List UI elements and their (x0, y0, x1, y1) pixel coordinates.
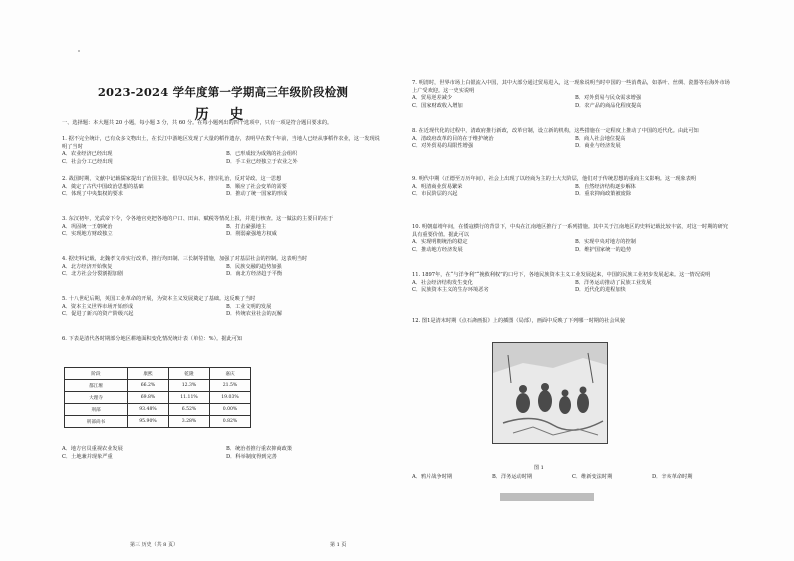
option: A．资本主义世界市场开始形成 (62, 303, 134, 310)
table-cell: 大理寺 (65, 392, 128, 404)
right-column (412, 0, 732, 561)
question-3 (62, 216, 384, 239)
option: A．地方官员重视农业发展 (62, 446, 123, 452)
option: D．辛亥革命时期 (652, 474, 693, 480)
table-cell: 都江堰 (65, 380, 128, 392)
table-cell: 12.3% (169, 380, 210, 392)
option: D．科举制度得到完善 (226, 453, 277, 460)
question-2 (62, 176, 384, 199)
table-row (65, 404, 251, 416)
option: A．明清商业贸易繁荣 (412, 183, 463, 190)
question-options (412, 184, 732, 199)
question-options (412, 95, 732, 110)
redaction-bar (500, 493, 594, 501)
table-cell: 95.90% (128, 416, 169, 428)
question-12 (412, 318, 732, 326)
table-header: 康熙 (128, 368, 169, 380)
option: B．商人社会地位提高 (575, 135, 626, 142)
illustration-image (493, 343, 607, 443)
question-stem: 6. 下表是清代各时期部分地区耕地面积变化情况统计表（单位：%）。据此可知 (62, 336, 243, 342)
option: C．市民阶层的兴起 (412, 191, 458, 198)
footer-right: 第 1 页 (330, 542, 347, 548)
question-options (62, 151, 384, 166)
question-8 (412, 128, 732, 151)
table-cell: 66.2% (128, 380, 169, 392)
table-cell: 93.48% (128, 404, 169, 416)
option: D．农产品的商品化程度提高 (575, 102, 642, 109)
table-header: 阶段 (65, 368, 128, 380)
table-cell: 3.28% (169, 416, 210, 428)
option: B．统治者推行重农抑商政策 (226, 446, 293, 452)
option: C．对外贸易的局限性增强 (412, 143, 474, 150)
option: D．近代化的进程加快 (575, 287, 626, 294)
question-9 (412, 176, 732, 199)
question-11 (412, 272, 732, 295)
table-header: 嘉庆 (210, 368, 251, 380)
table-header-row (65, 368, 251, 380)
table-cell: 69.8% (128, 392, 169, 404)
table-cell: 0.82% (210, 416, 251, 428)
question-options (62, 304, 384, 319)
table-cell: 刑部尚书 (65, 416, 128, 428)
question-6 (62, 336, 384, 344)
option: A．奠定了古代中国政治思想的基础 (62, 183, 144, 190)
question-4 (62, 256, 384, 279)
option: B．顺应了社会变革的需要 (226, 183, 287, 190)
option: B．洋务运动时期 (492, 474, 533, 480)
option: D．南北方经济趋于平衡 (226, 271, 283, 278)
exam-title: 2023-2024 学年度第一学期高三年级阶段检测 (97, 85, 349, 99)
question-12-options (412, 474, 732, 482)
question-options (62, 264, 384, 279)
historical-illustration (492, 342, 608, 444)
option: B．自然经济结构逐步解体 (575, 183, 636, 190)
option: D．维护国家统一的趋势 (575, 246, 632, 253)
table-cell: 刑部 (65, 404, 128, 416)
question-options (412, 280, 732, 295)
option: A．清政府改革的目的在于维护统治 (412, 135, 494, 142)
question-stem: 3. 东汉初年，光武帝下令，令各地官吏把各地的户口、田亩、赋税等情况上报，并进行核查。这一做法的主要目的在于 (62, 216, 334, 222)
subject-title: 历 史 (194, 107, 252, 123)
question-7 (412, 80, 732, 110)
option: C．促进了新兴的资产阶级兴起 (62, 311, 134, 318)
option: D．商业与经济发展 (575, 143, 621, 150)
table-row (65, 416, 251, 428)
option: B．工业文明的发展 (226, 303, 272, 310)
table-row (65, 392, 251, 404)
table-cell: 21.5% (210, 380, 251, 392)
option: D．手工业已经独立于农业之外 (226, 158, 298, 165)
option: C．国家财政收入增加 (412, 102, 463, 109)
option: C．推动地方经济发展 (412, 246, 463, 253)
option: D．传统农业社会的瓦解 (226, 311, 283, 318)
table-cell: 11.11% (169, 392, 210, 404)
question-options (412, 239, 732, 254)
section-instructions: 一、选择题：本大题共 20 小题，每小题 3 分，共 60 分。在每小题列出的四个选项中，只有一项是符合题目要求的。 (62, 120, 333, 126)
question-options (62, 224, 384, 239)
option: B．民族交融的趋势加强 (226, 263, 282, 270)
question-stem: 5. 十八世纪后期，英国工业革命的开展，为资本主义发展奠定了基础。这反映了当时 (62, 296, 256, 302)
question-stem: 2. 战国时期，文献中记载儒家提出了治国主张，倡导以民为本，推崇礼治，反对苛政。这一思想 (62, 176, 282, 182)
option: A．巩固统一王朝统治 (62, 223, 113, 230)
option: B．洋务运动推动了民族工业发展 (575, 279, 652, 286)
figure-caption: 图 1 (534, 465, 544, 471)
option: D．推动了统一国家的形成 (226, 191, 288, 198)
question-stem: 12. 图1是清末时期《点石斋画报》上的插图（局部），画面中反映了下列哪一时期的社会风貌 (412, 318, 625, 324)
option: B．对外贸易与民众需求增强 (575, 95, 642, 102)
question-10 (412, 224, 732, 254)
question-options (62, 184, 384, 199)
option: C．体现了中央集权的要求 (62, 191, 124, 198)
question-5 (62, 296, 384, 319)
option: C．土地兼并现象严重 (62, 453, 113, 460)
table-row (65, 380, 251, 392)
option: D．重农抑商政策被废除 (575, 191, 632, 198)
question-stem: 1. 据不完全统计，已有众多文物出土，在长江中游地区发现了大量的稻作遗存，表明早在数千年前，当地人已经从事稻作农业，这一发现说明了当时 (62, 136, 380, 150)
question-stem: 4. 据史料记载，北魏孝文帝实行改革，推行均田制、三长制等措施，加强了对基层社会的控制。这表明当时 (62, 256, 308, 262)
option: A．鸦片战争时期 (412, 474, 453, 480)
option: A．北方经济开始恢复 (62, 263, 113, 270)
table-header: 乾隆 (169, 368, 210, 380)
question-stem: 10. 明朝嘉靖年间，在倭寇横行的背景下，中央在江南地区推行了一系列措施。其中关于江南地区的史料记载比较丰富，对这一时期的研究具有重要价值。据此可以 (412, 224, 728, 238)
table-cell: 19.03% (210, 392, 251, 404)
option: D．削弱豪强地方权威 (226, 231, 277, 238)
option: A．农业经济已经出现 (62, 151, 113, 158)
question-1 (62, 136, 384, 166)
question-6-options (62, 446, 384, 461)
option: C．实现地方财政独立 (62, 231, 113, 238)
option: B．已形成较为成熟的社会组织 (226, 151, 298, 158)
question-options (62, 446, 384, 461)
question-options (412, 136, 732, 151)
table-cell: 0.00% (210, 404, 251, 416)
option: C．北方社会分裂割据加剧 (62, 271, 124, 278)
footer-left: 第三 历史（共 8 页） (130, 542, 178, 548)
option: A．贸易逆差减少 (412, 95, 453, 102)
data-table (64, 367, 251, 428)
left-column (62, 0, 384, 561)
option: C．社会分工已经出现 (62, 158, 113, 165)
question-stem: 8. 在近现代化的过程中，清政府推行新政，改革官制，设立新的机构，这些措施在一定程度上推动了中国的近代化。由此可知 (412, 128, 699, 134)
option: C．民族资本主义的生存环境恶劣 (412, 287, 489, 294)
option: B．实现中央对地方的控制 (575, 239, 636, 246)
option: B．打击豪强地主 (226, 223, 267, 230)
question-options (412, 474, 732, 482)
option: C．维新变法时期 (572, 474, 613, 480)
question-stem: 7. 明清时，世界市场上白银流入中国，其中大部分通过贸易进入，这一现象说明当时中国的一些消费品，如茶叶、丝绸、瓷器等在海外市场上广受欢迎。这一史实说明 (412, 80, 730, 94)
question-stem: 9. 明代中期（正德至万历年间），社会上出现了以经商为主的士大夫阶层，他们对于传统思想的重商主义影响。这一现象表明 (412, 176, 697, 182)
table-cell: 6.52% (169, 404, 210, 416)
question-stem: 11. 1897年，在“与洋争利”“挽救利权”的口号下，各地民族资本主义工业发展起来，中国的民族工业初步发展起来。这一情况说明 (412, 272, 711, 278)
option: A．社会经济结构发生变化 (412, 279, 473, 286)
option: A．实现明朝统治的稳定 (412, 239, 468, 246)
